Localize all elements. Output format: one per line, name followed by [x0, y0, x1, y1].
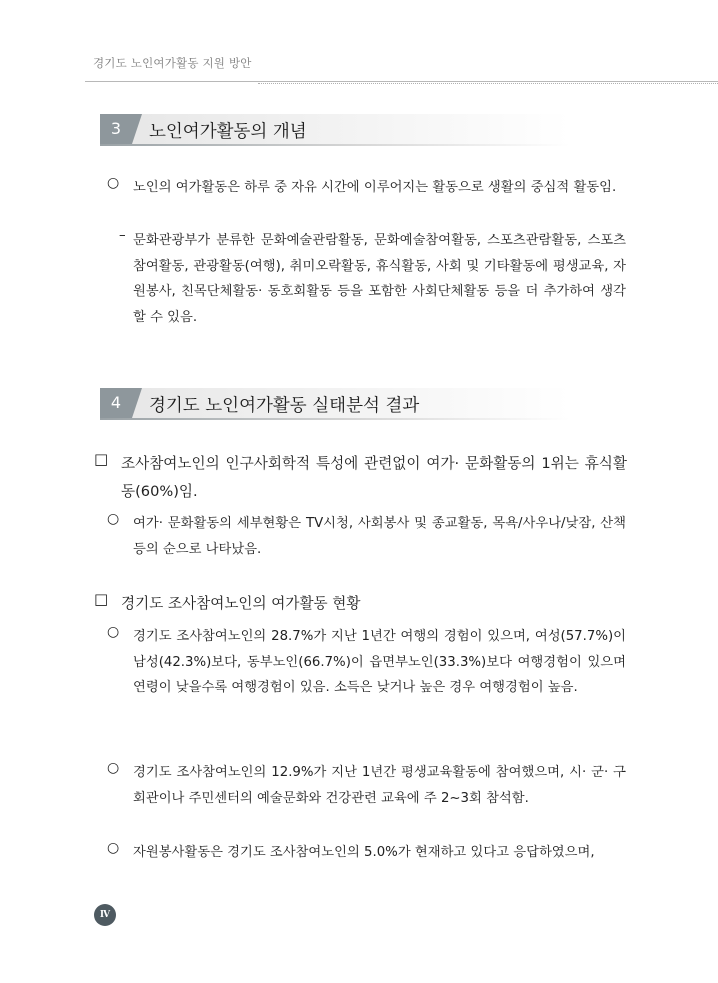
heading-underline: [100, 418, 570, 420]
square-bullet-icon: □: [94, 590, 109, 608]
circle-bullet-icon: ○: [107, 624, 120, 640]
circle-bullet-icon: ○: [107, 760, 120, 776]
section-number-box: 3: [100, 114, 132, 144]
sub-item-text: 여가· 문화활동의 세부현황은 TV시청, 사회봉사 및 종교활동, 목욕/사우나/낮잠, 산책 등의 순으로 나타났음.: [133, 516, 626, 557]
circle-bullet-icon: ○: [107, 840, 120, 856]
section-4-heading: [100, 388, 570, 420]
section-title: 노인여가활동의 개념: [149, 122, 307, 142]
sub-item-text: 경기도 조사참여노인의 12.9%가 지난 1년간 평생교육활동에 참여했으며, 시· 군· 구회관이나 주민센터의 예술문화와 건강관련 교육에 주 2~3회 참석함.: [133, 765, 626, 806]
dash-text: 문화관광부가 분류한 문화예술관람활동, 문화예술참여활동, 스포츠관람활동, 스포츠참여활동, 관광활동(여행), 취미오락활동, 휴식활동, 사회 및 기타활동에 평생교육, 자원봉사, 친목단체활동· 동호회활동 등을 포함한 사회단체활동 등을 더 추가하여 생각할 수 있음.: [133, 233, 626, 325]
header-rule: [85, 81, 718, 82]
heading-underline: [100, 144, 570, 146]
circle-bullet-icon: ○: [107, 175, 120, 191]
section-3-heading: [100, 114, 570, 146]
square-bullet-icon: □: [94, 450, 109, 468]
item-text: 경기도 조사참여노인의 여가활동 현황: [121, 595, 361, 612]
section-number-box: 4: [100, 388, 132, 418]
bullet-text: 노인의 여가활동은 하루 중 자유 시간에 이루어지는 활동으로 생활의 중심적 활동임.: [133, 180, 617, 195]
running-header: 경기도 노인여가활동 지원 방안: [93, 56, 252, 70]
page-number-badge: Ⅳ: [94, 904, 116, 926]
item-text: 조사참여노인의 인구사회학적 특성에 관련없이 여가· 문화활동의 1위는 휴식활동(60%)임.: [121, 455, 627, 500]
section-title: 경기도 노인여가활동 실태분석 결과: [149, 396, 420, 416]
sub-item-text: 자원봉사활동은 경기도 조사참여노인의 5.0%가 현재하고 있다고 응답하였으며,: [133, 845, 595, 860]
header-dotted-rule: [258, 83, 718, 84]
sub-item-text: 경기도 조사참여노인의 28.7%가 지난 1년간 여행의 경험이 있으며, 여성(57.7%)이 남성(42.3%)보다, 동부노인(66.7%)이 읍면부노인(33.3%)보다 여행경험이 있으며 연령이 낮을수록 여행경험이 있음. 소득은 낮거나 높은 경우 여행경험이 높음.: [133, 629, 626, 695]
circle-bullet-icon: ○: [107, 511, 120, 527]
dash-bullet-icon: –: [119, 228, 126, 243]
